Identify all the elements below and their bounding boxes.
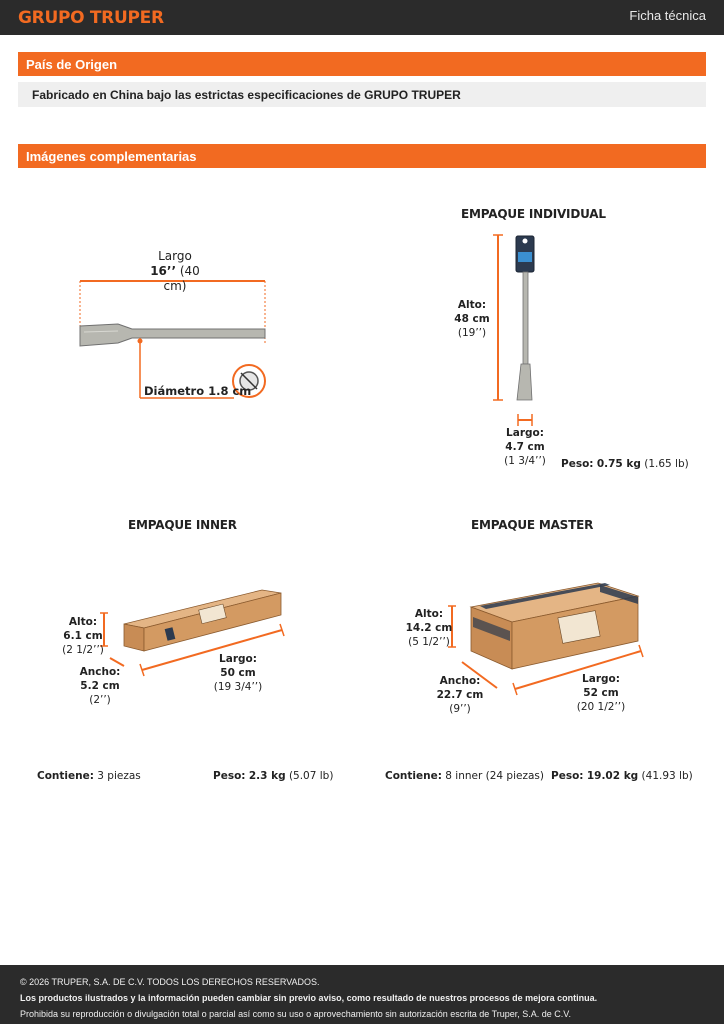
product-length-metric: (40 cm) (163, 264, 200, 293)
footer-prohibition: Prohibida su reproducción o divulgación total o parcial así como su uso o aprovechamiento sin autorización escrita de Truper, S.A. de C.V. (20, 1009, 571, 1019)
master-weight-label: Peso: 19.02 kg (41.93 lb) (551, 770, 693, 782)
chisel-shape (80, 324, 265, 346)
individual-package-drawing (493, 235, 534, 426)
images-heading: Imágenes complementarias (18, 144, 706, 168)
product-length-title: Largo (158, 249, 192, 263)
origin-text: Fabricado en China bajo las estrictas especificaciones de GRUPO TRUPER (18, 82, 706, 107)
product-diameter-label: Diámetro 1.8 cm (144, 384, 252, 398)
master-height-label: Alto: 14.2 cm (5 1/2’’) (405, 608, 453, 648)
origin-heading: País de Origen (18, 52, 706, 76)
individual-weight-label: Peso: 0.75 kg (1.65 lb) (561, 458, 689, 470)
footer-notice: Los productos ilustrados y la información pueden cambiar sin previo aviso, como resultado de nuestros procesos de mejora continua. (20, 993, 598, 1003)
individual-chisel-blade (517, 364, 532, 400)
individual-height-label: Alto: 48 cm (19’’) (454, 299, 490, 339)
inner-height-label: Alto: 6.1 cm (2 1/2’’) (62, 616, 104, 656)
diameter-point (138, 339, 143, 344)
product-length-value: 16’’ (150, 264, 177, 278)
inner-weight-label: Peso: 2.3 kg (5.07 lb) (213, 770, 334, 782)
individual-width-label: Largo: 4.7 cm (1 3/4’’) (504, 427, 546, 467)
footer (0, 965, 724, 1024)
master-width-label: Ancho: 22.7 cm (9’’) (436, 675, 484, 715)
master-contents-label: Contiene: 8 inner (24 piezas) (385, 770, 544, 782)
individual-chisel-shaft (523, 272, 528, 364)
individual-title: EMPAQUE INDIVIDUAL (461, 207, 606, 221)
inner-width-label: Ancho: 5.2 cm (2’’) (79, 666, 121, 706)
product-chisel-drawing (80, 281, 265, 398)
inner-title: EMPAQUE INNER (128, 518, 237, 532)
inner-contents-label: Contiene: 3 piezas (37, 770, 141, 782)
master-title: EMPAQUE MASTER (471, 518, 594, 532)
inner-length-label: Largo: 50 cm (19 3/4’’) (213, 653, 263, 693)
brand-logo: GRUPO TRUPER (18, 8, 164, 28)
footer-copyright: © 2026 TRUPER, S.A. DE C.V. TODOS LOS DERECHOS RESERVADOS. (20, 977, 320, 987)
master-length-label: Largo: 52 cm (20 1/2’’) (576, 673, 626, 713)
product-length-label (140, 249, 210, 294)
document-type: Ficha técnica (629, 8, 706, 23)
